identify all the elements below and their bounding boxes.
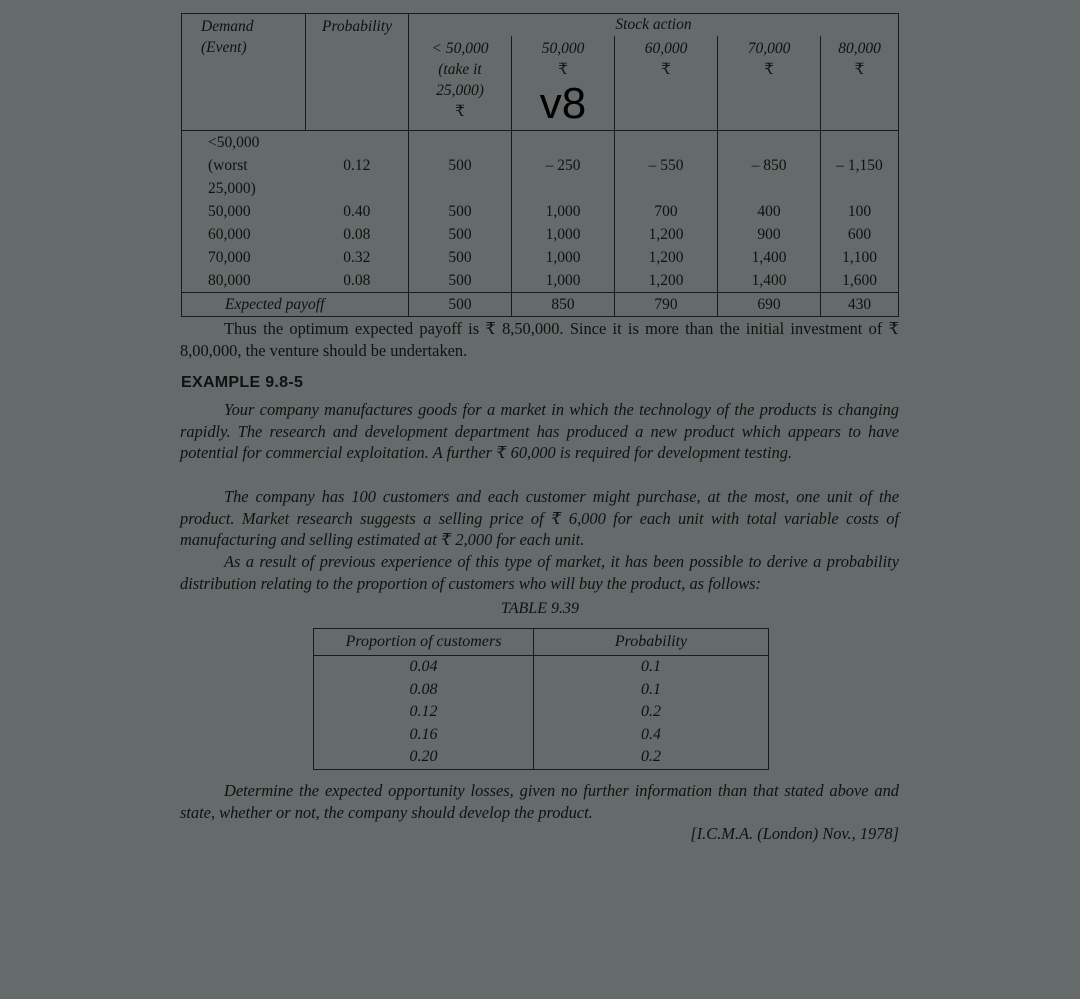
- payoff-table: [181, 13, 899, 317]
- table-row: 50,000 0.40 500 1,000 700 400 100: [182, 200, 899, 223]
- example-paragraph: Your company manufactures goods for a market in which the technology of the products is changing rapidly. The research and development department has produced a new product which appears to have potential for commercial exploitation. A further ₹ 60,000 is required for development testing.: [180, 400, 899, 463]
- table-row: 0.08 0.1: [314, 679, 769, 702]
- stock-action-header: Stock action: [409, 14, 899, 37]
- probability-table: [313, 628, 769, 770]
- stock-col-header: < 50,000 (take it 25,000) ₹: [409, 36, 512, 131]
- table-row: 0.20 0.2: [314, 746, 769, 769]
- v8-overlay-label: v8: [539, 79, 587, 128]
- stock-col-header: 70,000 ₹: [718, 36, 821, 131]
- expected-payoff-row: Expected payoff 500 850 790 690 430: [182, 293, 899, 317]
- source-reference: [I.C.M.A. (London) Nov., 1978]: [690, 824, 899, 843]
- question-paragraph: Determine the expected opportunity losses, given no further information than that stated above and state, whether or not, the company should develop the product.: [180, 781, 899, 822]
- probability-header: Probability: [306, 14, 409, 131]
- table-header-row: Proportion of customers Probability: [314, 629, 769, 656]
- stock-col-header: 60,000 ₹: [615, 36, 718, 131]
- demand-header: Demand (Event): [182, 14, 306, 131]
- stock-col-header: 50,000 ₹ v8: [512, 36, 615, 131]
- conclusion-paragraph: Thus the optimum expected payoff is ₹ 8,50,000. Since it is more than the initial investment of ₹ 8,00,000, the venture should be undertaken.: [180, 319, 899, 360]
- table-title: TABLE 9.39: [501, 600, 579, 617]
- table-row: <50,000 (worst 25,000) 0.12 500 – 250 – 550 – 850 – 1,150: [182, 131, 899, 201]
- table-row: 0.12 0.2: [314, 701, 769, 724]
- example-paragraph: The company has 100 customers and each customer might purchase, at the most, one unit of the product. Market research suggests a selling price of ₹ 6,000 for each unit with total variable costs of manufacturing and selling estimated at ₹ 2,000 for each unit.: [180, 487, 899, 550]
- table-row: 0.16 0.4: [314, 724, 769, 747]
- example-paragraph: As a result of previous experience of this type of market, it has been possible to derive a probability distribution relating to the proportion of customers who will buy the product, as follows:: [180, 552, 899, 593]
- table-row: 70,000 0.32 500 1,000 1,200 1,400 1,100: [182, 246, 899, 269]
- example-heading: EXAMPLE 9.8-5: [181, 374, 304, 391]
- table-row: 80,000 0.08 500 1,000 1,200 1,400 1,600: [182, 269, 899, 293]
- table-row: 60,000 0.08 500 1,000 1,200 900 600: [182, 223, 899, 246]
- table-row: 0.04 0.1: [314, 656, 769, 679]
- stock-col-header: 80,000 ₹: [821, 36, 899, 131]
